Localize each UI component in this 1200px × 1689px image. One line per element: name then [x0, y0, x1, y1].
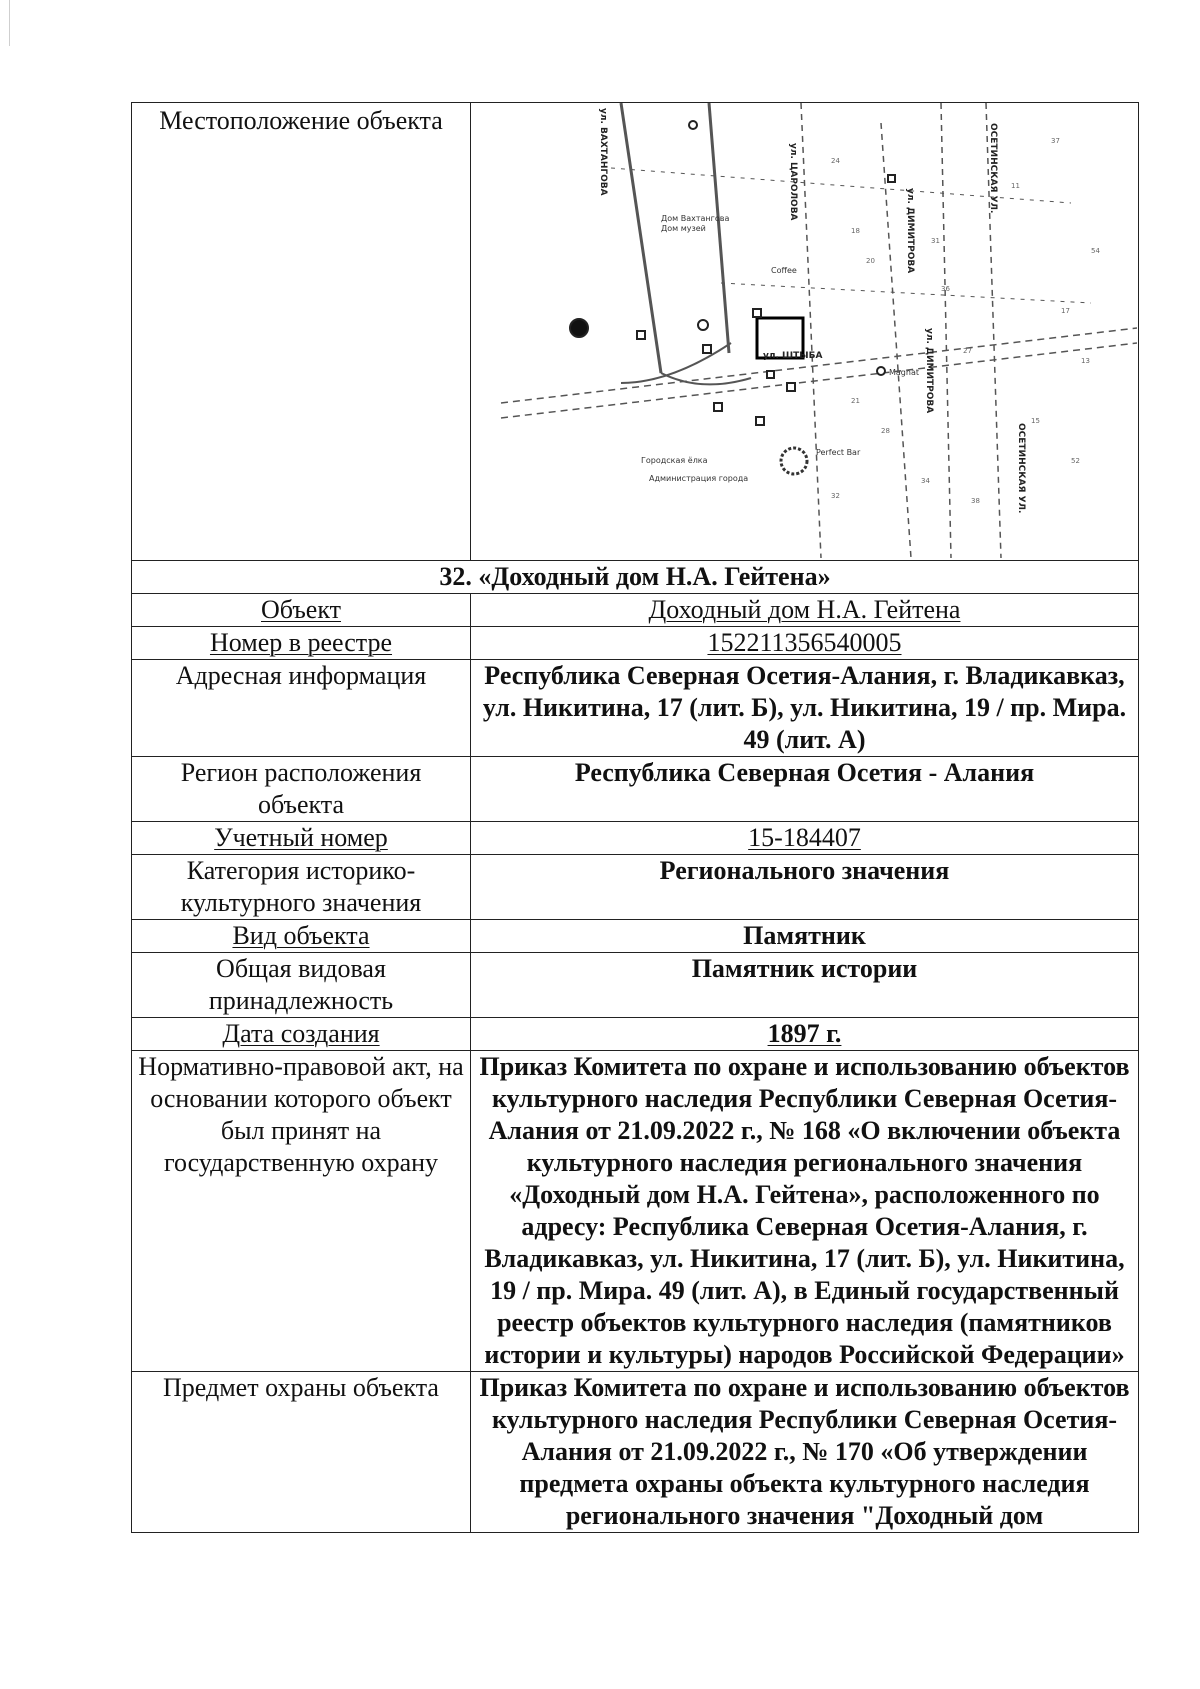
table-row — [132, 594, 1139, 627]
location-row — [132, 103, 1139, 561]
location-map — [471, 103, 1139, 561]
section-title-row — [132, 561, 1139, 594]
map-street-label: ОСЕТИНСКАЯ УЛ. — [988, 123, 998, 214]
table-row — [132, 855, 1139, 920]
svg-text:11: 11 — [1011, 182, 1020, 190]
row-value: Приказ Комитета по охране и использованию объектов культурного наследия Республики Северная Осетия-Алания от 21.09.2022 г., № 170 «Об утверждении предмета охраны объекта культурного наследия регионального значения "Доходный дом — [471, 1372, 1139, 1533]
svg-text:54: 54 — [1091, 247, 1100, 255]
svg-text:27: 27 — [963, 347, 972, 355]
map-poi-label: Администрация города — [649, 474, 749, 483]
row-value: Памятник — [471, 920, 1139, 953]
map-poi-label: Perfect Bar — [816, 448, 861, 457]
table-row — [132, 953, 1139, 1018]
row-label: Регион расположения объекта — [132, 757, 471, 822]
map-poi-label: Coffee — [771, 266, 797, 275]
row-label: Объект — [132, 594, 471, 627]
row-value: Регионального значения — [471, 855, 1139, 920]
location-map-image — [471, 103, 1137, 558]
map-street-label: ул. ШТЫБА — [763, 351, 823, 361]
svg-text:28: 28 — [881, 427, 890, 435]
row-value: Республика Северная Осетия - Алания — [471, 757, 1139, 822]
row-value: Доходный дом Н.А. Гейтена — [471, 594, 1139, 627]
row-value: 15-184407 — [471, 822, 1139, 855]
svg-text:32: 32 — [831, 492, 840, 500]
map-poi-label: Дом Вахтангова — [661, 214, 730, 223]
row-value: Республика Северная Осетия-Алания, г. Владикавказ, ул. Никитина, 17 (лит. Б), ул. Никитина, 19 / пр. Мира. 49 (лит. А) — [471, 660, 1139, 757]
table-row — [132, 660, 1139, 757]
table-row — [132, 822, 1139, 855]
table-row — [132, 1051, 1139, 1372]
table-row — [132, 627, 1139, 660]
row-label: Нормативно-правовой акт, на основании которого объект был принят на государственную охрану — [132, 1051, 471, 1372]
row-label: Вид объекта — [132, 920, 471, 953]
svg-text:37: 37 — [1051, 137, 1060, 145]
row-label: Общая видовая принадлежность — [132, 953, 471, 1018]
table-row — [132, 920, 1139, 953]
table-row — [132, 1018, 1139, 1051]
row-label: Адресная информация — [132, 660, 471, 757]
row-label: Номер в реестре — [132, 627, 471, 660]
map-poi-label: Городская ёлка — [641, 456, 708, 465]
heritage-object-table — [131, 102, 1139, 1533]
svg-text:31: 31 — [931, 237, 940, 245]
map-street-label: ул. ВАХТАНГОВА — [598, 108, 608, 196]
svg-text:34: 34 — [921, 477, 930, 485]
location-label: Местоположение объекта — [132, 103, 471, 561]
svg-text:13: 13 — [1081, 357, 1090, 365]
svg-text:18: 18 — [851, 227, 860, 235]
row-label: Учетный номер — [132, 822, 471, 855]
section-title: 32. «Доходный дом Н.А. Гейтена» — [132, 561, 1139, 594]
svg-text:20: 20 — [866, 257, 875, 265]
row-value: Приказ Комитета по охране и использованию объектов культурного наследия Республики Северная Осетия-Алания от 21.09.2022 г., № 168 «О включении объекта культурного наследия регионального значения «Доходный дом Н.А. Гейтена», расположенного по адресу: Республика Северная Осетия-Алания, г. Владикавказ, ул. Никитина, 17 (лит. Б), ул. Никитина, 19 / пр. Мира. 49 (лит. А), в Единый государственный реестр объектов культурного наследия (памятников истории и культуры) народов Российской Федерации» — [471, 1051, 1139, 1372]
svg-text:52: 52 — [1071, 457, 1080, 465]
map-street-label: ул. ДИМИТРОВА — [905, 188, 915, 274]
table-row — [132, 1372, 1139, 1533]
svg-text:24: 24 — [831, 157, 840, 165]
table-row — [132, 757, 1139, 822]
row-value: 1897 г. — [471, 1018, 1139, 1051]
map-street-label: ОСЕТИНСКАЯ УЛ. — [1016, 423, 1026, 514]
map-street-label: ул. ДИМИТРОВА — [924, 328, 934, 414]
svg-text:17: 17 — [1061, 307, 1070, 315]
map-poi-label: Дом музей — [661, 224, 706, 233]
row-value: 152211356540005 — [471, 627, 1139, 660]
map-poi-label: Magnat — [889, 368, 919, 377]
row-value: Памятник истории — [471, 953, 1139, 1018]
map-street-label: ул. ЦАРОЛОВА — [788, 143, 798, 221]
scan-margin-mark — [9, 0, 10, 46]
row-label: Предмет охраны объекта — [132, 1372, 471, 1533]
svg-text:21: 21 — [851, 397, 860, 405]
svg-text:36: 36 — [941, 285, 950, 293]
svg-text:15: 15 — [1031, 417, 1040, 425]
row-label: Дата создания — [132, 1018, 471, 1051]
row-label: Категория историко-культурного значения — [132, 855, 471, 920]
svg-text:38: 38 — [971, 497, 980, 505]
